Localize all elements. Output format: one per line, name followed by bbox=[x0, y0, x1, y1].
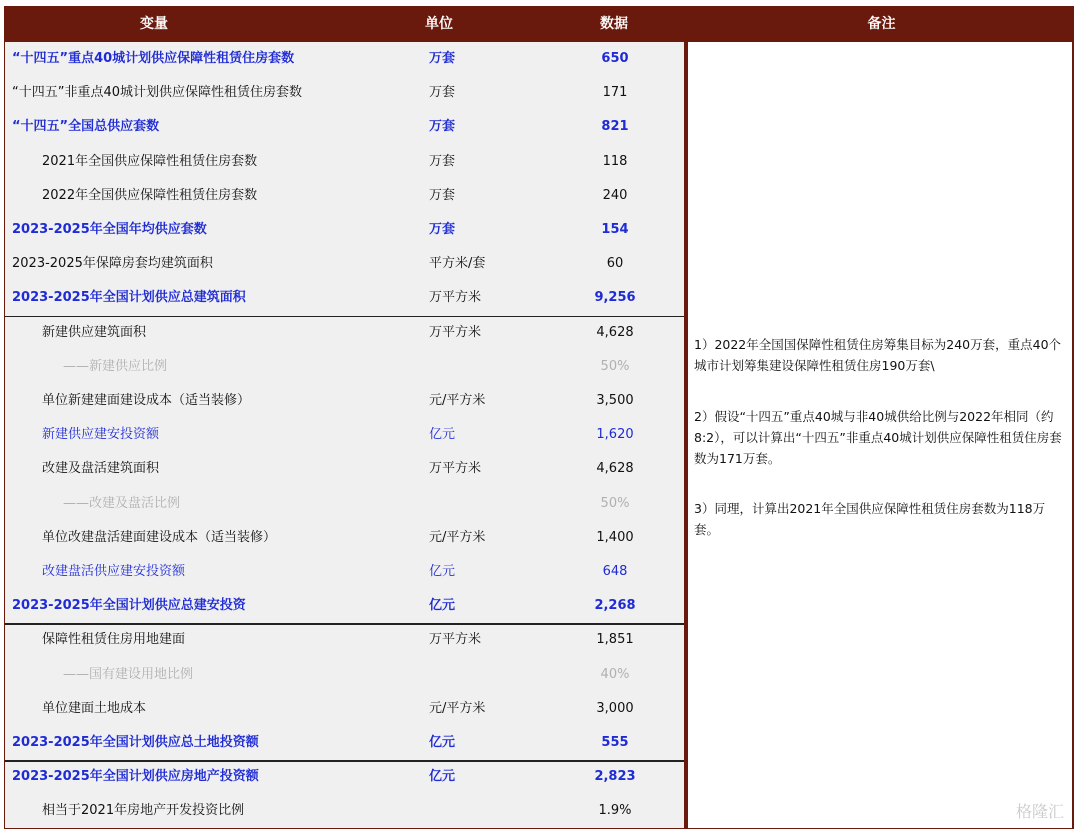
table-row bbox=[5, 760, 684, 794]
row-value: 9,256 bbox=[594, 290, 636, 306]
row-label: 2021年全国供应保障性租赁住房套数 bbox=[42, 153, 258, 169]
table-row bbox=[5, 692, 684, 726]
data-table bbox=[4, 6, 1074, 829]
row-unit: 万平方米 bbox=[429, 632, 482, 648]
row-label: 2023-2025年全国计划供应总土地投资额 bbox=[12, 735, 259, 750]
row-unit: 元/平方米 bbox=[429, 529, 486, 545]
row-label: 保障性租赁住房用地建面 bbox=[42, 632, 186, 648]
table-row bbox=[5, 76, 684, 110]
header-note: 备注 bbox=[867, 16, 896, 32]
table-row bbox=[5, 487, 684, 521]
table-row bbox=[5, 726, 684, 760]
row-label: 新建供应建安投资额 bbox=[42, 427, 160, 443]
row-unit: 亿元 bbox=[429, 735, 456, 750]
row-unit: 万平方米 bbox=[429, 324, 482, 340]
row-label: 单位改建盘活建面建设成本（适当装修） bbox=[42, 529, 277, 545]
table-row bbox=[5, 179, 684, 213]
row-label: “十四五”重点40城计划供应保障性租赁住房套数 bbox=[12, 51, 295, 66]
row-unit: 平方米/套 bbox=[429, 256, 486, 272]
row-value: 650 bbox=[601, 51, 629, 66]
row-label: ——新建供应比例 bbox=[63, 358, 168, 374]
row-unit: 亿元 bbox=[429, 598, 456, 614]
table-row bbox=[5, 110, 684, 144]
table-row bbox=[5, 418, 684, 452]
row-unit: 万套 bbox=[429, 187, 456, 203]
table-row bbox=[5, 384, 684, 418]
row-unit: 万平方米 bbox=[429, 290, 482, 306]
row-unit: 万套 bbox=[429, 85, 456, 101]
table-row bbox=[5, 213, 684, 247]
table-row bbox=[5, 42, 684, 76]
header-variable: 变量 bbox=[140, 16, 168, 32]
row-label: 2023-2025年全国年均供应套数 bbox=[12, 222, 207, 237]
row-value: 2,823 bbox=[594, 769, 636, 785]
row-value: 3,000 bbox=[596, 700, 634, 716]
watermark: 格隆汇 bbox=[1015, 802, 1064, 821]
row-unit: 亿元 bbox=[429, 769, 456, 785]
table-row bbox=[5, 145, 684, 179]
table-row bbox=[5, 555, 684, 589]
row-value: 240 bbox=[602, 187, 628, 203]
table-row bbox=[5, 247, 684, 281]
row-label: 单位建面土地成本 bbox=[42, 700, 147, 716]
row-label: 2023-2025年全国计划供应总建安投资 bbox=[12, 598, 246, 614]
row-label: 2023-2025年全国计划供应总建筑面积 bbox=[12, 290, 246, 306]
row-unit: 万套 bbox=[429, 119, 456, 135]
row-value: 1,851 bbox=[596, 632, 634, 648]
note-1: 1）2022年全国国保障性租赁住房筹集目标为240万套，重点40个城市计划筹集建设保障性租赁住房190万套\ bbox=[694, 337, 1062, 373]
table-row bbox=[5, 794, 684, 828]
row-label: 2023-2025年保障房套均建筑面积 bbox=[12, 256, 213, 272]
row-value: 118 bbox=[602, 153, 628, 169]
table-body bbox=[5, 42, 684, 828]
row-value: 1,620 bbox=[596, 427, 634, 443]
table-row bbox=[5, 521, 684, 555]
row-label: 2022年全国供应保障性租赁住房套数 bbox=[42, 187, 258, 203]
row-value: 1,400 bbox=[596, 529, 634, 545]
row-label: 2023-2025年全国计划供应房地产投资额 bbox=[12, 769, 259, 785]
row-label: “十四五”非重点40城计划供应保障性租赁住房套数 bbox=[12, 85, 303, 101]
table-row bbox=[5, 350, 684, 384]
row-value: 154 bbox=[601, 222, 629, 237]
note-3: 3）同理，计算出2021年全国供应保障性租赁住房套数为118万套。 bbox=[694, 501, 1046, 537]
row-unit: 万套 bbox=[429, 51, 456, 66]
row-value: 50% bbox=[600, 358, 630, 374]
table-row bbox=[5, 623, 684, 657]
note-2: 2）假设“十四五”重点40城与非40城供给比例与2022年相同（约8:2），可以计算出“十四五”非重点40城计划供应保障性租赁住房套数为171万套。 bbox=[694, 409, 1062, 466]
row-value: 821 bbox=[601, 119, 629, 135]
row-value: 4,628 bbox=[596, 324, 634, 340]
row-value: 2,268 bbox=[594, 598, 636, 614]
row-unit: 万平方米 bbox=[429, 461, 482, 477]
header-unit: 单位 bbox=[425, 16, 453, 32]
row-label: 改建盘活供应建安投资额 bbox=[42, 564, 186, 579]
row-label: 相当于2021年房地产开发投资比例 bbox=[42, 803, 245, 819]
row-label: “十四五”全国总供应套数 bbox=[12, 119, 160, 135]
header-data: 数据 bbox=[600, 16, 628, 32]
table-row bbox=[5, 658, 684, 692]
notes-panel bbox=[688, 42, 1072, 828]
row-value: 60 bbox=[606, 256, 624, 272]
row-value: 171 bbox=[602, 85, 628, 101]
row-value: 648 bbox=[602, 564, 628, 579]
row-label: 改建及盘活建筑面积 bbox=[42, 461, 160, 477]
row-unit: 元/平方米 bbox=[429, 393, 486, 408]
row-unit: 万套 bbox=[429, 222, 456, 237]
row-label: 新建供应建筑面积 bbox=[42, 324, 147, 340]
row-unit: 亿元 bbox=[429, 564, 456, 579]
row-value: 1.9% bbox=[598, 803, 632, 819]
row-label: ——国有建设用地比例 bbox=[63, 666, 194, 682]
table-header bbox=[4, 6, 1074, 42]
table-row bbox=[5, 452, 684, 486]
row-value: 555 bbox=[601, 735, 629, 750]
row-value: 50% bbox=[600, 495, 630, 511]
row-label: 单位新建建面建设成本（适当装修） bbox=[42, 393, 251, 408]
table-row bbox=[5, 589, 684, 623]
table-row bbox=[5, 316, 684, 350]
row-value: 3,500 bbox=[596, 393, 634, 408]
row-label: ——改建及盘活比例 bbox=[63, 495, 181, 511]
row-unit: 亿元 bbox=[429, 427, 456, 443]
row-unit: 万套 bbox=[429, 153, 456, 169]
row-value: 40% bbox=[600, 666, 630, 682]
row-value: 4,628 bbox=[596, 461, 634, 477]
table-row bbox=[5, 281, 684, 315]
row-unit: 元/平方米 bbox=[429, 700, 486, 716]
